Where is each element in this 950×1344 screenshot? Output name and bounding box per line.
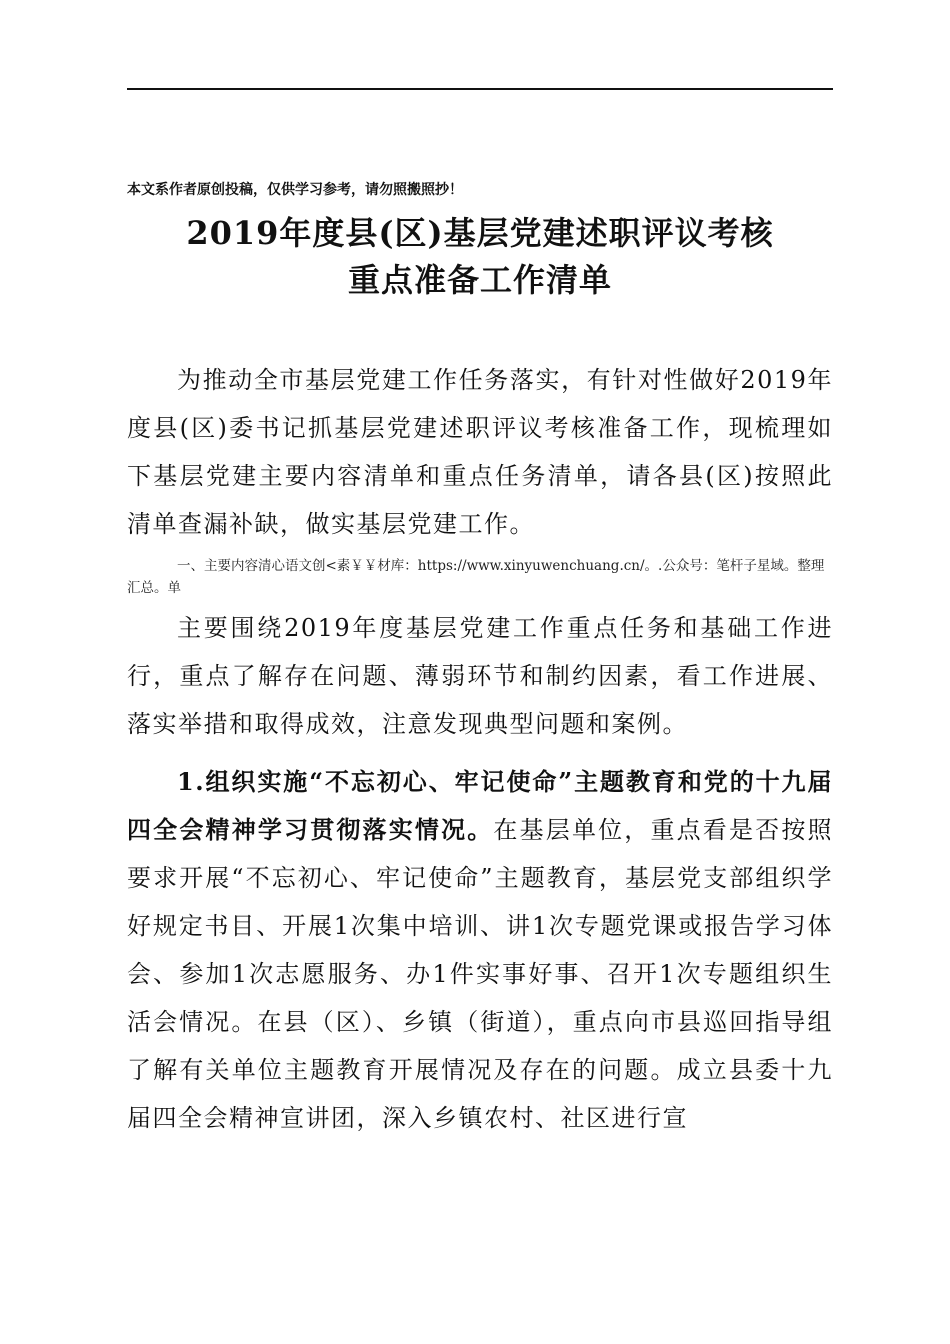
section-heading: 一、主要内容清心语文创<素￥￥材库：https://www.xinyuwenchuang.cn/。.公众号：笔杆子星域。整理汇总。单 — [127, 558, 825, 596]
document-title-line2: 重点准备工作清单 — [347, 261, 612, 299]
document-title-line1: 2019年度县(区)基层党建述职评议考核 — [186, 214, 774, 252]
intro-paragraph: 为推动全市基层党建工作任务落实，有针对性做好2019年度县(区)委书记抓基层党建述职评议考核准备工作，现梳理如下基层党建主要内容清单和重点任务清单，请各县(区)按照此清单查漏补缺，做实基层党建工作。 — [127, 366, 833, 538]
item-1-title: 1.组织实施“不忘初心、牢记使命”主题教育和党的十九届四全会精神学习贯彻落实情况。 — [127, 767, 833, 844]
section-intro-paragraph: 主要围绕2019年度基层党建工作重点任务和基础工作进行，重点了解存在问题、薄弱环节和制约因素，看工作进展、落实举措和取得成效，注意发现典型问题和案例。 — [127, 614, 833, 738]
item-1-text: 在基层单位，重点看是否按照要求开展“不忘初心、牢记使命”主题教育，基层党支部组织学好规定书目、开展1次集中培训、讲1次专题党课或报告学习体会、参加1次志愿服务、办1件实事好事、召开1次专题组织生活会情况。在县（区）、乡镇（街道），重点向市县巡回指导组了解有关单位主题教育开展情况及存在的问题。成立县委十九届四全会精神宣讲团，深入乡镇农村、社区进行宣 — [127, 816, 833, 1132]
header-rule — [127, 88, 833, 90]
copyright-note: 本文系作者原创投稿，仅供学习参考，请勿照搬照抄！ — [127, 182, 463, 198]
item-1-paragraph — [127, 758, 833, 1142]
